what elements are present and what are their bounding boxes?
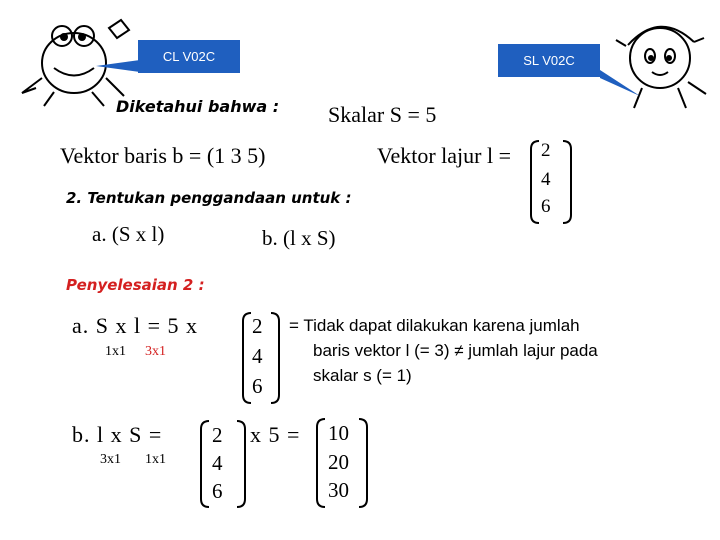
solution-b-dim1: 3x1 xyxy=(100,452,121,467)
solution-b-result-3: 30 xyxy=(328,478,349,502)
solution-a-vector-2: 4 xyxy=(252,344,263,368)
callout-right: SL V02C xyxy=(498,44,600,77)
solution-a-note-3: skalar s (= 1) xyxy=(313,366,412,385)
task-part-a: a. (S x l) xyxy=(92,222,165,246)
solution-b-result-2: 20 xyxy=(328,450,349,474)
solution-b-result-1: 10 xyxy=(328,421,349,445)
solution-b-vector-3: 6 xyxy=(212,479,223,503)
solution-b-left-bracket xyxy=(200,420,210,508)
col-vector-entry-1: 2 xyxy=(541,140,551,161)
solution-b-vector-2: 4 xyxy=(212,451,223,475)
solution-b-vector-1: 2 xyxy=(212,423,223,447)
solution-heading: Penyelesaian 2 : xyxy=(66,276,205,294)
solution-b-result-right-bracket xyxy=(358,418,368,508)
solution-a-left-bracket xyxy=(242,312,252,404)
solution-b-dim2: 1x1 xyxy=(145,452,166,467)
solution-a-note-1: = Tidak dapat dilakukan karena jumlah xyxy=(289,316,580,335)
solution-a-expression: a. S x l = 5 x xyxy=(72,313,199,338)
solution-a-note-2: baris vektor l (= 3) ≠ jumlah lajur pada xyxy=(313,341,598,360)
solution-b-result-left-bracket xyxy=(316,418,326,508)
task-part-b: b. (l x S) xyxy=(262,226,336,250)
col-vector-entry-3: 6 xyxy=(541,196,551,217)
solution-a-right-bracket xyxy=(270,312,280,404)
row-vector-text: Vektor baris b = (1 3 5) xyxy=(60,143,266,168)
col-vector-right-bracket xyxy=(562,140,572,224)
col-vector-left-bracket xyxy=(530,140,540,224)
task-heading: 2. Tentukan penggandaan untuk : xyxy=(66,189,352,207)
solution-b-times: x 5 = xyxy=(250,422,301,447)
scalar-text: Skalar S = 5 xyxy=(328,102,437,127)
col-vector-label: Vektor lajur l = xyxy=(377,143,511,168)
given-heading: Diketahui bahwa : xyxy=(116,97,280,116)
solution-a-vector-3: 6 xyxy=(252,374,263,398)
solution-a-dim2: 3x1 xyxy=(145,344,166,359)
solution-b-right-bracket xyxy=(236,420,246,508)
solution-b-expression: b. l x S = xyxy=(72,422,163,447)
solution-a-vector-1: 2 xyxy=(252,314,263,338)
callout-left: CL V02C xyxy=(138,40,240,73)
solution-a-dim1: 1x1 xyxy=(105,344,126,359)
col-vector-entry-2: 4 xyxy=(541,169,551,190)
callout-pointer-left xyxy=(0,0,720,100)
